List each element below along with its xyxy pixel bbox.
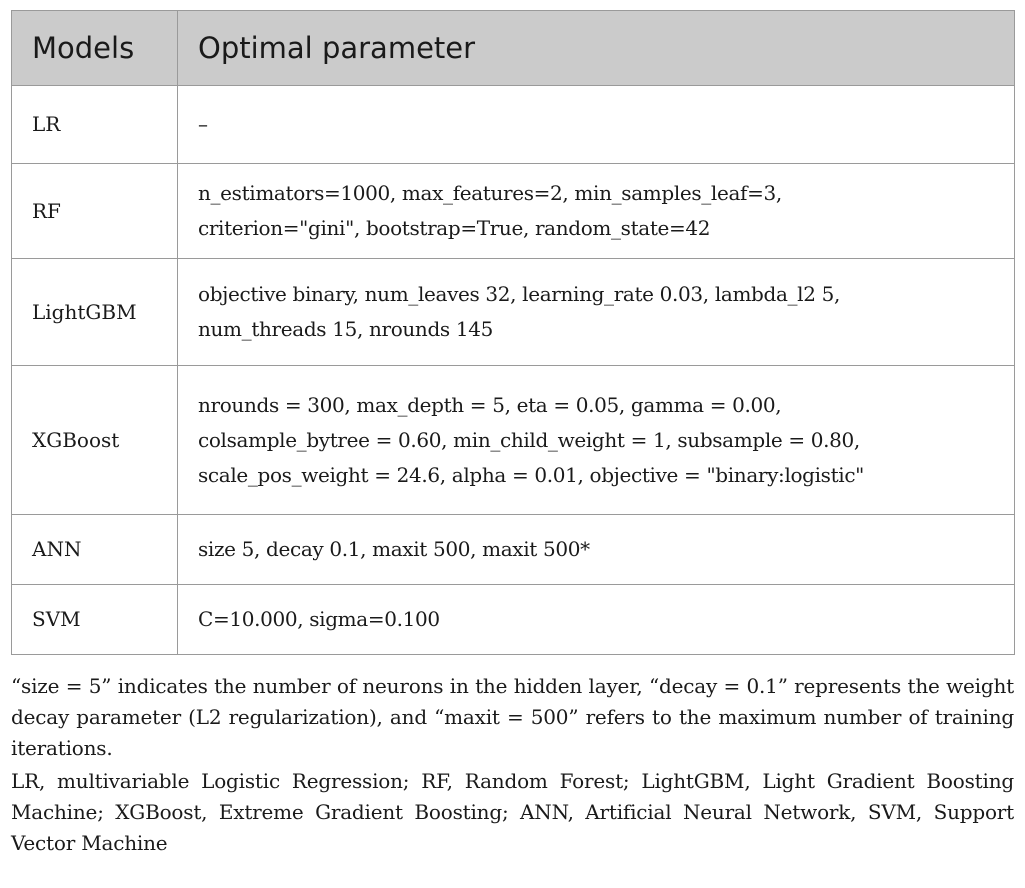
table-row [12, 86, 1015, 164]
table-header-row [12, 11, 1015, 86]
param-cell [178, 366, 1015, 515]
table-row [12, 515, 1015, 585]
footnote-abbreviations: LR, multivariable Logistic Regression; RF, Random Forest; LightGBM, Light Gradient Boosting Machine; XGBoost, Extreme Gradient Boosting; ANN, Artificial Neural Network, SVM, Support Vector Machine [11, 769, 1014, 855]
param-cell [178, 164, 1015, 259]
param-cell [178, 585, 1015, 655]
param-line: num_threads 15, nrounds 145 [198, 317, 493, 341]
param-line: C=10.000, sigma=0.100 [198, 607, 440, 631]
param-line: n_estimators=1000, max_features=2, min_samples_leaf=3, [198, 181, 782, 205]
model-cell: SVM [12, 585, 178, 655]
model-cell: LightGBM [12, 259, 178, 366]
param-cell [178, 515, 1015, 585]
header-models: Models [12, 11, 178, 86]
param-line: colsample_bytree = 0.60, min_child_weight = 1, subsample = 0.80, [198, 427, 860, 452]
model-cell: XGBoost [12, 366, 178, 515]
param-line: criterion="gini", bootstrap=True, random_state=42 [198, 216, 711, 240]
optimal-parameters-table [11, 10, 1015, 655]
parameters-table-container [11, 10, 1014, 655]
param-line: – [198, 112, 208, 136]
table-footnotes [11, 671, 1014, 861]
model-cell: ANN [12, 515, 178, 585]
table-row [12, 366, 1015, 515]
param-cell [178, 86, 1015, 164]
header-optimal-parameter: Optimal parameter [178, 11, 1015, 86]
table-row [12, 164, 1015, 259]
model-cell: RF [12, 164, 178, 259]
param-line: nrounds = 300, max_depth = 5, eta = 0.05, gamma = 0.00, [198, 392, 782, 417]
param-cell [178, 259, 1015, 366]
param-line: scale_pos_weight = 24.6, alpha = 0.01, objective = "binary:logistic" [198, 462, 865, 487]
param-line: objective binary, num_leaves 32, learning_rate 0.03, lambda_l2 5, [198, 282, 840, 306]
footnote-ann-parameters: “size = 5” indicates the number of neurons in the hidden layer, “decay = 0.1” represents the weight decay parameter (L2 regularization), and “maxit = 500” refers to the maximum number of training iterations. [11, 674, 1014, 760]
model-cell: LR [12, 86, 178, 164]
param-line: size 5, decay 0.1, maxit 500, maxit 500* [198, 537, 590, 561]
table-row [12, 585, 1015, 655]
table-row [12, 259, 1015, 366]
